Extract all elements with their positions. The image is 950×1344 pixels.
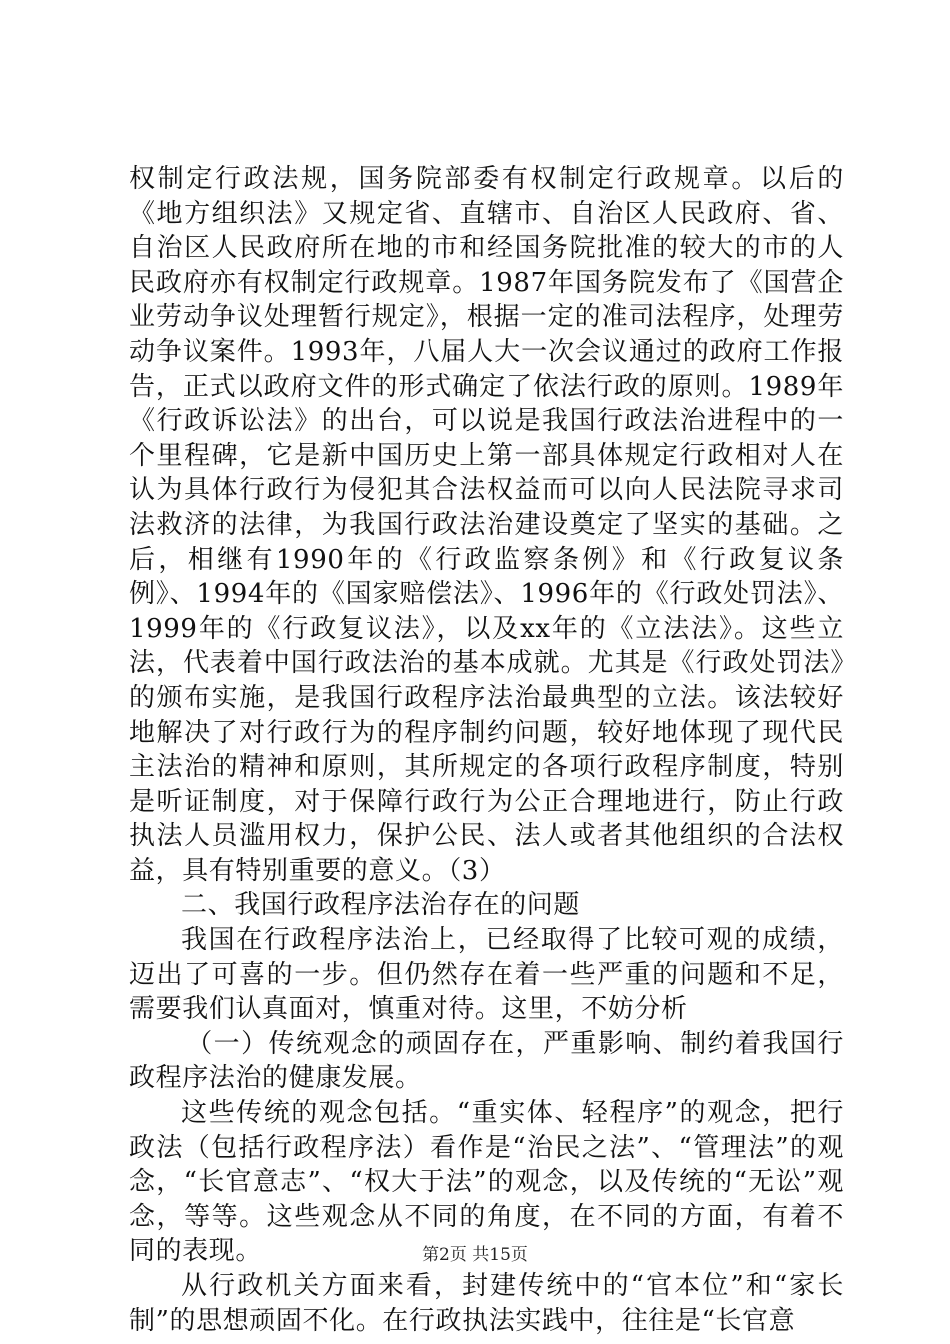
paragraph-achievements-and-problems: 我国在行政程序法治上，已经取得了比较可观的成绩，迈出了可喜的一步。但仍然存在着一些严重的问题和不足，需要我们认真面对，慎重对待。这里，不妨分析 [129,925,844,1025]
section-heading-problems: 二、我国行政程序法治存在的问题 [181,890,581,921]
document-body [129,162,844,1338]
paragraph-continued-history: 权制定行政法规，国务院部委有权制定行政规章。以后的《地方组织法》又规定省、直辖市、自治区人民政府、省、自治区人民政府所在地的市和经国务院批准的较大的市的人民政府亦有权制定行政规章。1987年国务院发布了《国营企业劳动争议处理暂行规定》，根据一定的准司法程序，处理劳动争议案件。1993年，八届人大一次会议通过的政府工作报告，正式以政府文件的形式确定了依法行政的原则。1989年《行政诉讼法》的出台，可以说是我国行政法治进程中的一个里程碑，它是新中国历史上第一部具体规定行政相对人在认为具体行政行为侵犯其合法权益而可以向人民法院寻求司法救济的法律，为我国行政法治建设奠定了坚实的基础。之后，相继有1990年的《行政监察条例》和《行政复议条例》、1994年的《国家赔偿法》、1996年的《行政处罚法》、1999年的《行政复议法》，以及xx年的《立法法》。这些立法，代表着中国行政法治的基本成就。尤其是《行政处罚法》的颁布实施，是我国行政程序法治最典型的立法。该法较好地解决了对行政行为的程序制约问题，较好地体现了现代民主法治的精神和原则，其所规定的各项行政程序制度，特别是听证制度，对于保障行政行为公正合理地进行，防止行政执法人员滥用权力，保护公民、法人或者其他组织的合法权益，具有特别重要的意义。（3） [129,164,844,886]
paragraph-traditional-concepts: 这些传统的观念包括。“重实体、轻程序”的观念，把行政法（包括行政程序法）看作是“治民之法”、“管理法”的观念，“长官意志”、“权大于法”的观念，以及传统的“无讼”观念，等等。这些观念从不同的角度，在不同的方面，有着不同的表现。 [129,1098,844,1267]
page-footer: 第2页 共15页 [422,1245,528,1265]
paragraph-administrative-organs: 从行政机关方面来看，封建传统中的“官本位”和“家长制”的思想顽固不化。在行政执法实践中，往往是“长官意 [129,1271,844,1336]
subheading-traditional-concepts: （一）传统观念的顽固存在，严重影响、制约着我国行政程序法治的健康发展。 [129,1028,844,1094]
